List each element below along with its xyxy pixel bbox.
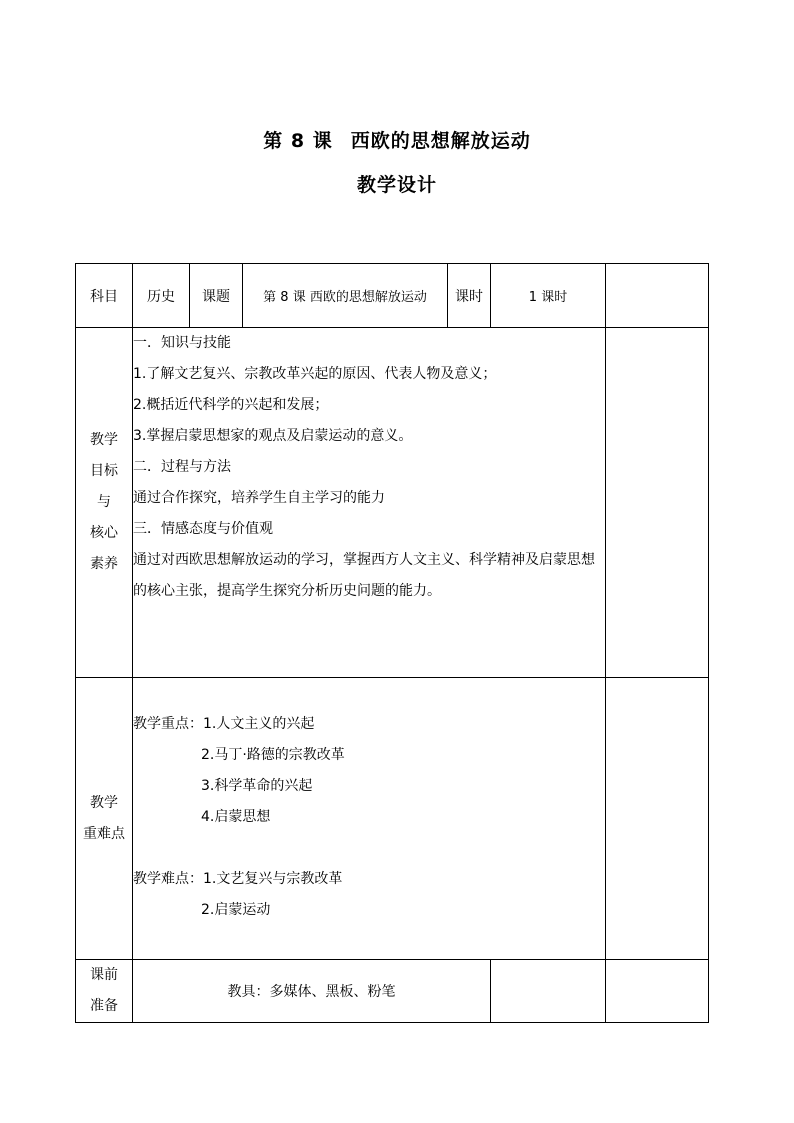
empty-cell (606, 328, 709, 678)
goals-heading-process: 二．过程与方法 (133, 459, 231, 475)
key-points-label-line: 教学 (90, 794, 118, 811)
goals-item: 2.概括近代科学的兴起和发展； (133, 397, 329, 413)
key-points-label (76, 678, 133, 960)
prep-label (76, 960, 133, 1023)
focus-item: 2.马丁·路德的宗教改革 (201, 747, 345, 763)
lesson-plan-table (75, 263, 709, 1023)
difficulty-item: 2.启蒙运动 (201, 902, 271, 918)
hours-value: 1 课时 (491, 264, 606, 328)
table-row-basic-info (76, 264, 709, 328)
prep-label-line: 课前 (90, 967, 118, 983)
difficulty-item: 1.文艺复兴与宗教改革 (203, 871, 343, 887)
hours-label: 课时 (448, 264, 491, 328)
table-row-prep (76, 960, 709, 1023)
subject-label: 科目 (76, 264, 133, 328)
goals-label (76, 328, 133, 678)
goals-item: 通过合作探究，培养学生自主学习的能力 (133, 490, 385, 506)
subject-value: 历史 (133, 264, 190, 328)
focus-item: 3.科学革命的兴起 (201, 778, 313, 794)
goals-label-line: 与 (97, 494, 111, 510)
empty-cell (606, 264, 709, 328)
empty-cell (606, 678, 709, 960)
focus-item: 4.启蒙思想 (201, 809, 271, 825)
table-row-key-points (76, 678, 709, 960)
goals-heading-knowledge: 一．知识与技能 (133, 335, 231, 351)
goals-heading-values: 三．情感态度与价值观 (133, 521, 273, 537)
goals-label-line: 核心 (90, 525, 118, 541)
goals-item: 1.了解文艺复兴、宗教改革兴起的原因、代表人物及意义； (133, 366, 497, 382)
goals-label-line: 教学 (90, 432, 118, 448)
goals-item: 通过对西欧思想解放运动的学习，掌握西方人文主义、科学精神及启蒙思想的核心主张，提高学生探究分析历史问题的能力。 (133, 552, 595, 599)
empty-cell (606, 960, 709, 1023)
goals-label-line: 素养 (90, 556, 118, 572)
goals-label-line: 目标 (90, 463, 118, 479)
goals-content (133, 328, 606, 678)
difficulty-line (133, 864, 605, 895)
lesson-title (0, 126, 794, 153)
topic-value: 第 8 课 西欧的思想解放运动 (243, 264, 448, 328)
goals-item: 3.掌握启蒙思想家的观点及启蒙运动的意义。 (133, 428, 413, 444)
focus-line (133, 709, 605, 740)
lesson-name: 西欧的思想解放运动 (350, 130, 531, 152)
topic-label: 课题 (190, 264, 243, 328)
document-subtitle: 教学设计 (356, 174, 437, 196)
prep-content: 教具：多媒体、黑板、粉笔 (133, 960, 491, 1023)
focus-prefix: 教学重点： (133, 716, 203, 732)
key-points-label-line: 重难点 (83, 825, 125, 842)
empty-cell (491, 960, 606, 1023)
difficulty-prefix: 教学难点： (133, 871, 203, 887)
focus-item: 1.人文主义的兴起 (203, 716, 315, 732)
key-points-content (133, 678, 606, 960)
lesson-number: 第 8 课 (263, 130, 333, 152)
prep-label-line: 准备 (90, 998, 118, 1014)
table-row-goals (76, 328, 709, 678)
